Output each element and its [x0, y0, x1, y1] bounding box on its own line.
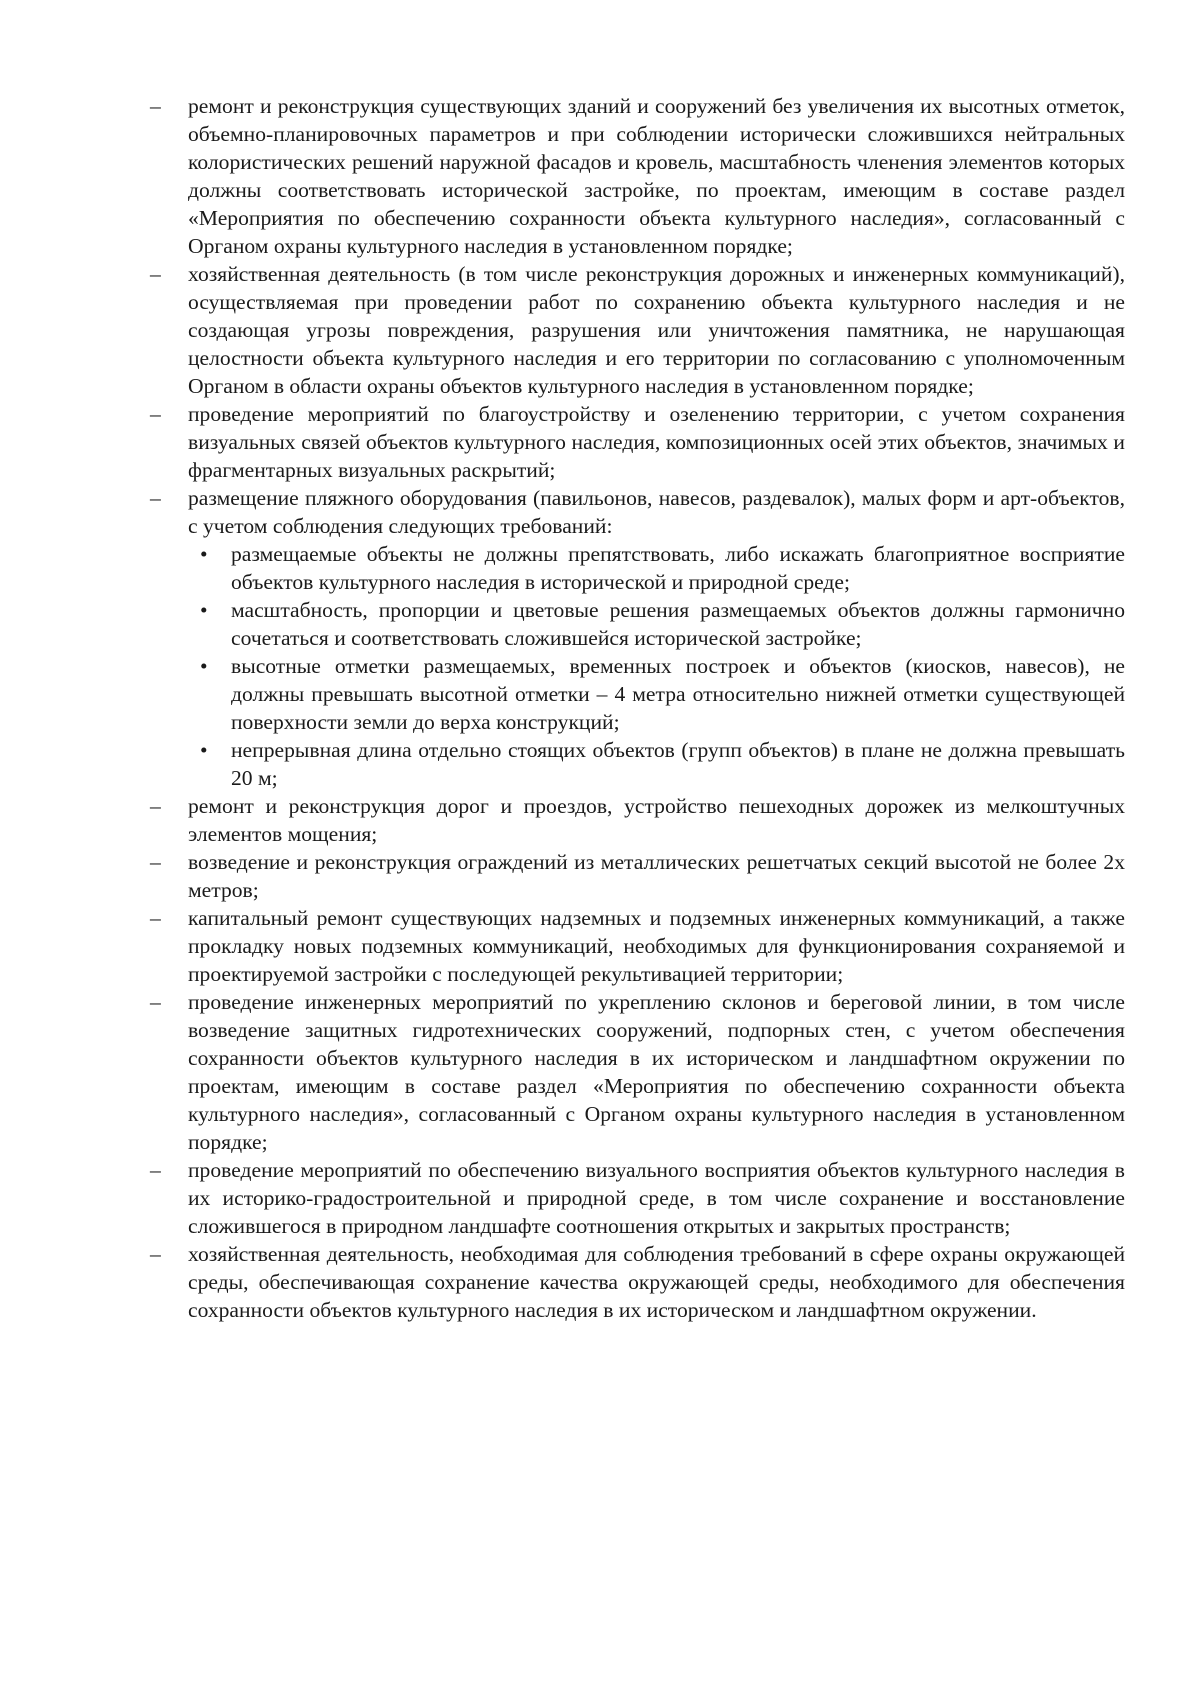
- sublist-item: [188, 652, 1125, 736]
- dash-marker: –: [150, 794, 161, 818]
- dash-marker: –: [150, 94, 161, 118]
- beach-equipment-requirements: [188, 540, 1125, 792]
- list-item-text: ремонт и реконструкция дорог и проездов, устройство пешеходных дорожек из мелкоштучных элементов мощения;: [188, 794, 1125, 846]
- sublist-item: [188, 540, 1125, 596]
- list-item-text: хозяйственная деятельность (в том числе реконструкция дорожных и инженерных коммуникаций), осуществляемая при проведении работ по сохранению объекта культурного наследия и не создающая угрозы повреждения, разрушения или уничтожения памятника, не нарушающая целостности объекта культурного наследия и его территории по согласованию с уполномоченным Органом в области охраны объектов культурного наследия в установленном порядке;: [188, 262, 1125, 398]
- list-item-text: хозяйственная деятельность, необходимая для соблюдения требований в сфере охраны окружающей среды, обеспечивающая сохранение качества окружающей среды, необходимого для обеспечения сохранности объектов культурного наследия в их историческом и ландшафтном окружении.: [188, 1242, 1125, 1322]
- list-item-text: размещение пляжного оборудования (павильонов, навесов, раздевалок), малых форм и арт-объектов, с учетом соблюдения следующих требований:: [188, 486, 1125, 538]
- sublist-item-text: масштабность, пропорции и цветовые решения размещаемых объектов должны гармонично сочетаться и соответствовать сложившейся исторической застройке;: [231, 598, 1125, 650]
- list-item-text: ремонт и реконструкция существующих зданий и сооружений без увеличения их высотных отметок, объемно-планировочных параметров и при соблюдении исторически сложившихся нейтральных колористических решений наружной фасадов и кровель, масштабность членения элементов которых должны соответствовать исторической застройке, по проектам, имеющим в составе раздел «Мероприятия по обеспечению сохранности объекта культурного наследия», согласованный с Органом охраны культурного наследия в установленном порядке;: [188, 94, 1125, 258]
- sublist-item-text: размещаемые объекты не должны препятствовать, либо искажать благоприятное восприятие объектов культурного наследия в исторической и природной среде;: [231, 542, 1125, 594]
- list-item-text: проведение мероприятий по благоустройству и озеленению территории, с учетом сохранения визуальных связей объектов культурного наследия, композиционных осей этих объектов, значимых и фрагментарных визуальных раскрытий;: [188, 402, 1125, 482]
- bullet-marker: •: [200, 738, 208, 762]
- dash-marker: –: [150, 990, 161, 1014]
- list-item: [150, 848, 1125, 904]
- list-item-text: капитальный ремонт существующих надземных и подземных инженерных коммуникаций, а также прокладку новых подземных коммуникаций, необходимых для функционирования сохраняемой и проектируемой застройки с последующей рекультивацией территории;: [188, 906, 1125, 986]
- list-item: [150, 1156, 1125, 1240]
- list-item-text: проведение инженерных мероприятий по укреплению склонов и береговой линии, в том числе возведение защитных гидротехнических сооружений, подпорных стен, с учетом обеспечения сохранности объектов культурного наследия в их историческом и ландшафтном окружении по проектам, имеющим в составе раздел «Мероприятия по обеспечению сохранности объекта культурного наследия», согласованный с Органом охраны культурного наследия в установленном порядке;: [188, 990, 1125, 1154]
- bullet-marker: •: [200, 654, 208, 678]
- dash-marker: –: [150, 1158, 161, 1182]
- sublist-item-text: высотные отметки размещаемых, временных построек и объектов (киосков, навесов), не должны превышать высотной отметки – 4 метра относительно нижней отметки существующей поверхности земли до верха конструкций;: [231, 654, 1125, 734]
- list-item: [150, 260, 1125, 400]
- sublist-item: [188, 736, 1125, 792]
- list-item-text: возведение и реконструкция ограждений из металлических решетчатых секций высотой не более 2х метров;: [188, 850, 1125, 902]
- dash-marker: –: [150, 1242, 161, 1266]
- list-item: [150, 904, 1125, 988]
- list-item-text: проведение мероприятий по обеспечению визуального восприятия объектов культурного наследия в их историко-градостроительной и природной среде, в том числе сохранение и восстановление сложившегося в природном ландшафте соотношения открытых и закрытых пространств;: [188, 1158, 1125, 1238]
- list-item: [150, 988, 1125, 1156]
- document-body: [150, 92, 1125, 1324]
- list-item: [150, 400, 1125, 484]
- dash-marker: –: [150, 906, 161, 930]
- requirements-list: [150, 92, 1125, 1324]
- list-item: [150, 92, 1125, 260]
- list-item: [150, 484, 1125, 792]
- sublist-item-text: непрерывная длина отдельно стоящих объектов (групп объектов) в плане не должна превышать 20 м;: [231, 738, 1125, 790]
- dash-marker: –: [150, 262, 161, 286]
- dash-marker: –: [150, 486, 161, 510]
- bullet-marker: •: [200, 542, 208, 566]
- dash-marker: –: [150, 402, 161, 426]
- sublist-item: [188, 596, 1125, 652]
- dash-marker: –: [150, 850, 161, 874]
- bullet-marker: •: [200, 598, 208, 622]
- list-item: [150, 792, 1125, 848]
- list-item: [150, 1240, 1125, 1324]
